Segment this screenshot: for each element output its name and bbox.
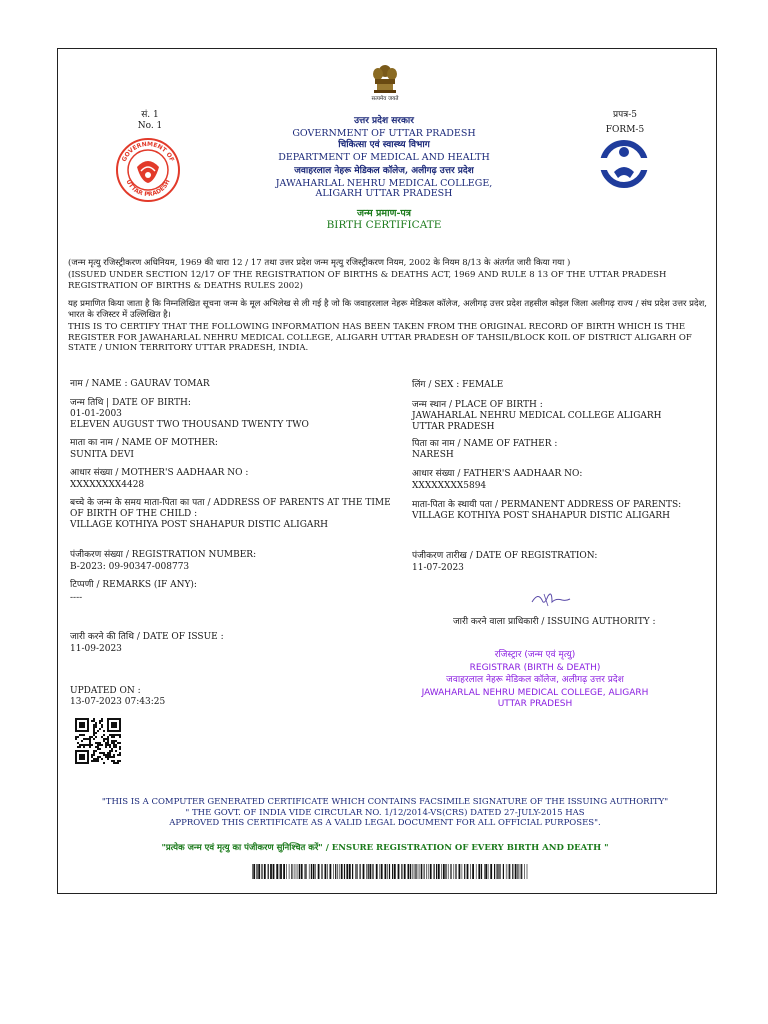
sex-field: लिंग / SEX : FEMALE xyxy=(412,380,504,390)
permanent-address-label: माता-पिता के स्थायी पता / PERMANENT ADDRESS OF PARENTS: xyxy=(412,500,682,510)
birth-address-label: बच्चे के जन्म के समय माता-पिता का पता / ADDRESS OF PARENTS AT THE TIME OF BIRTH OF THE CHILD : xyxy=(70,498,391,519)
crs-logo-icon xyxy=(594,138,654,190)
registrar-college-english: JAWAHARLAL NEHRU MEDICAL COLLEGE, ALIGARH xyxy=(421,688,649,698)
certify-statement-hindi: यह प्रमाणित किया जाता है कि निम्नलिखित सूचना जन्म के मूल अभिलेख से ली गई है जो कि जवाहरलाल नेहरू मेडिकल कॉलेज, अलीगढ़ उत्तर प्रदेश तहसील कोइल जिला अलीगढ़ राज्य / संघ प्रदेश उत्तर प्रदेश, भारत के रजिस्टर में उल्लिखित है। xyxy=(68,299,707,320)
govt-circular-notice: " THE GOVT. OF INDIA VIDE CIRCULAR NO. 1/12/2014-VS(CRS) DATED 27-JULY-2015 HAS xyxy=(185,808,585,818)
form-no-english: FORM-5 xyxy=(605,125,645,135)
registration-date-value: 11-07-2023 xyxy=(412,563,464,573)
gov-name-hindi: उत्तर प्रदेश सरकार xyxy=(354,116,414,126)
signature-icon xyxy=(528,588,572,610)
remarks-value: ---- xyxy=(70,593,83,603)
form-no-hindi: प्रपत्र-5 xyxy=(613,110,637,120)
father-name-label: पिता का नाम / NAME OF FATHER : xyxy=(412,439,558,449)
qr-code-icon xyxy=(74,718,122,764)
gov-name-english: GOVERNMENT OF UTTAR PRADESH xyxy=(292,128,476,139)
pob-value: JAWAHARLAL NEHRU MEDICAL COLLEGE ALIGARH UTTAR PRADESH xyxy=(412,411,662,432)
emblem-motto: सत्यमेव जयते xyxy=(371,96,399,102)
name-field: नाम / NAME : GAURAV TOMAR xyxy=(70,379,210,389)
updated-on-value: 13-07-2023 07:43:25 xyxy=(70,697,166,707)
father-name-value: NARESH xyxy=(412,450,454,460)
college-name-english-1: JAWAHARLAL NEHRU MEDICAL COLLEGE, xyxy=(275,178,493,189)
dept-name-hindi: चिकित्सा एवं स्वास्थ्य विभाग xyxy=(338,140,430,150)
father-aadhaar-value: XXXXXXXX5894 xyxy=(412,481,487,491)
legal-validity-notice: APPROVED THIS CERTIFICATE AS A VALID LEGAL DOCUMENT FOR ALL OFFICIAL PURPOSES". xyxy=(169,818,601,828)
issuing-authority-label: जारी करने वाला प्राधिकारी / ISSUING AUTHORITY : xyxy=(453,617,656,627)
dob-words: ELEVEN AUGUST TWO THOUSAND TWENTY TWO xyxy=(70,420,309,430)
registration-number-label: पंजीकरण संख्या / REGISTRATION NUMBER: xyxy=(70,550,257,560)
registrar-title-hindi: रजिस्ट्रार (जन्म एवं मृत्यु) xyxy=(494,650,576,660)
permanent-address-value: VILLAGE KOTHIYA POST SHAHAPUR DISTIC ALIGARH xyxy=(412,511,671,521)
seal-text-top: GOVERNMENT OF xyxy=(120,140,176,163)
computer-generated-notice: "THIS IS A COMPUTER GENERATED CERTIFICATE WHICH CONTAINS FACSIMILE SIGNATURE OF THE ISSUING AUTHORITY" xyxy=(101,797,669,807)
registrar-state: UTTAR PRADESH xyxy=(497,699,573,709)
barcode-icon xyxy=(252,864,530,879)
college-name-english-2: ALIGARH UTTAR PRADESH xyxy=(315,188,453,199)
certify-statement-english: THIS IS TO CERTIFY THAT THE FOLLOWING INFORMATION HAS BEEN TAKEN FROM THE ORIGINAL RECORD OF BIRTH WHICH IS THE REGISTER FOR JAWAHARLAL NEHRU MEDICAL COLLEGE, ALIGARH UTTAR PRADESH OF TAHSIL/BLOCK KOIL OF DISTRICT ALIGARH OF STATE / UNION TERRITORY UTTAR PRADESH, INDIA. xyxy=(68,322,692,353)
slogan-hindi: "प्रत्येक जन्म एवं मृत्यु का पंजीकरण सुनिश्चित करें" xyxy=(161,843,323,853)
svg-text:GOVERNMENT OF xyxy=(121,141,176,163)
mother-aadhaar-label: आधार संख्या / MOTHER'S AADHAAR NO : xyxy=(70,468,249,478)
registrar-title-english: REGISTRAR (BIRTH & DEATH) xyxy=(469,663,601,673)
mother-name-label: माता का नाम / NAME OF MOTHER: xyxy=(70,438,218,448)
serial-no-english: No. 1 xyxy=(137,121,163,131)
mother-name-value: SUNITA DEVI xyxy=(70,450,134,460)
slogan-english: / ENSURE REGISTRATION OF EVERY BIRTH AND DEATH " xyxy=(322,843,609,853)
dept-name-english: DEPARTMENT OF MEDICAL AND HEALTH xyxy=(278,152,490,163)
issue-date-label: जारी करने की तिथि / DATE OF ISSUE : xyxy=(70,632,224,642)
seal-text-bottom: UTTAR PRADESH xyxy=(124,178,172,199)
registration-slogan xyxy=(60,843,710,854)
certificate-title-english: BIRTH CERTIFICATE xyxy=(326,219,442,231)
dob-label: जन्म तिथि | DATE OF BIRTH: xyxy=(70,398,191,408)
issued-under-english: (ISSUED UNDER SECTION 12/17 OF THE REGISTRATION OF BIRTHS & DEATHS ACT, 1969 AND RULE 8 13 OF THE UTTAR PRADESH REGISTRATION OF BIRTHS & DEATHS RULES 2002) xyxy=(68,270,667,291)
certificate-title-hindi: जन्म प्रमाण-पत्र xyxy=(356,208,412,219)
issue-date-value: 11-09-2023 xyxy=(70,644,122,654)
registrar-college-hindi: जवाहरलाल नेहरू मेडिकल कॉलेज, अलीगढ़ उत्तर प्रदेश xyxy=(446,675,624,685)
remarks-label: टिप्पणी / REMARKS (IF ANY): xyxy=(70,580,197,590)
updated-on-label: UPDATED ON : xyxy=(70,686,141,696)
serial-no-hindi: सं. 1 xyxy=(141,110,159,120)
registration-number-value: B-2023: 09-90347-008773 xyxy=(70,562,190,572)
registration-date-label: पंजीकरण तारीख / DATE OF REGISTRATION: xyxy=(412,551,598,561)
mother-aadhaar-value: XXXXXXXX4428 xyxy=(70,480,145,490)
dob-value: 01-01-2003 xyxy=(70,409,122,419)
up-government-seal-icon xyxy=(115,137,181,203)
father-aadhaar-label: आधार संख्या / FATHER'S AADHAAR NO: xyxy=(412,469,583,479)
issued-under-hindi: (जन्म मृत्यु रजिस्ट्रीकरण अधिनियम, 1969 की धारा 12 / 17 तथा उत्तर प्रदेश जन्म मृत्यु रजिस्ट्रीकरण नियम, 2002 के नियम 8/13 के अंतर्गत जारी किया गया ) xyxy=(68,258,571,268)
college-name-hindi: जवाहरलाल नेहरू मेडिकल कॉलेज, अलीगढ़ उत्तर प्रदेश xyxy=(294,166,474,176)
birth-address-value: VILLAGE KOTHIYA POST SHAHAPUR DISTIC ALIGARH xyxy=(70,520,329,530)
pob-label: जन्म स्थान / PLACE OF BIRTH : xyxy=(412,400,543,410)
